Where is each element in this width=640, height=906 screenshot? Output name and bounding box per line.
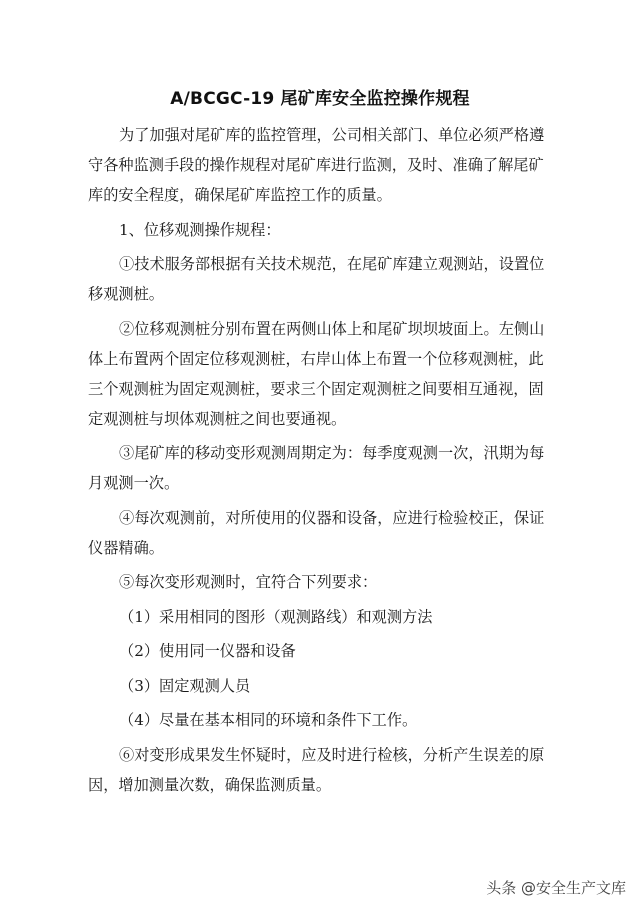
paragraph-item-5: ⑤每次变形观测时，宜符合下列要求： bbox=[119, 573, 378, 591]
sub-item-1: （1）采用相同的图形（观测路线）和观测方法 bbox=[119, 607, 433, 626]
paragraph-item-6: ⑥对变形成果发生怀疑时，应及时进行检核，分析产生误差的原因，增加测量次数，确保监测质量。 bbox=[88, 745, 545, 794]
sub-item-4: （4）尽量在基本相同的环境和条件下工作。 bbox=[119, 711, 418, 729]
paragraph-item-3: ③尾矿库的移动变形观测周期定为：每季度观测一次，汛期为每月观测一次。 bbox=[88, 444, 545, 492]
section-heading: 1、位移观测操作规程： bbox=[119, 220, 281, 239]
sub-item-2: （2）使用同一仪器和设备 bbox=[119, 642, 296, 660]
document-title: A/BCGC-19 尾矿库安全监控操作规程 bbox=[170, 89, 470, 109]
paragraph-item-4: ④每次观测前，对所使用的仪器和设备，应进行检验校正，保证仪器精确。 bbox=[88, 508, 545, 557]
paragraph-item-2: ②位移观测桩分别布置在两侧山体上和尾矿坝坝坡面上。左侧山体上布置两个固定位移观测桩，右岸山体上布置一个位移观测桩，此三个观测桩为固定观测桩，要求三个固定观测桩之间要相互通视，固定观测桩与坝体观测桩之间也要通视。 bbox=[88, 319, 545, 428]
source-watermark: 头条 @安全生产文库 bbox=[486, 879, 626, 897]
paragraph-intro: 为了加强对尾矿库的监控管理，公司相关部门、单位必须严格遵守各种监测手段的操作规程对尾矿库进行监测，及时、准确了解尾矿库的安全程度，确保尾矿库监控工作的质量。 bbox=[88, 126, 545, 204]
document-body bbox=[88, 120, 558, 804]
paragraph-item-1: ①技术服务部根据有关技术规范，在尾矿库建立观测站，设置位移观测桩。 bbox=[88, 255, 545, 303]
sub-item-3: （3）固定观测人员 bbox=[119, 676, 251, 695]
